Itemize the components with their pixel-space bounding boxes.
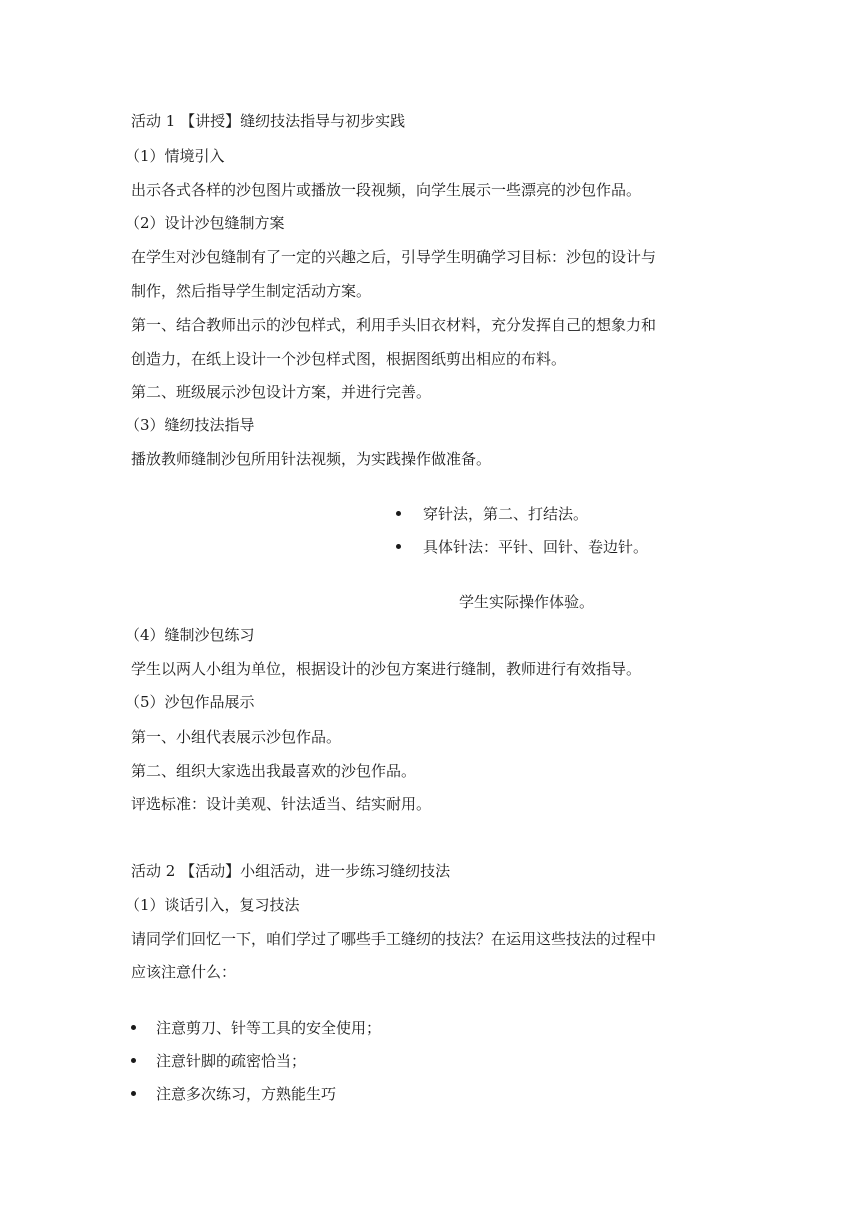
activity1-section2-step2: 第二、班级展示沙包设计方案，并进行完善。 [131,383,432,401]
activity1-section5-criteria: 评选标准：设计美观、针法适当、结实耐用。 [131,795,432,813]
activity1-section1-title: （1）情境引入 [125,147,225,165]
activity1-section2-step1-line2: 创造力，在纸上设计一个沙包样式图，根据图纸剪出相应的布料。 [131,350,567,368]
activity1-section5-step2: 第二、组织大家选出我最喜欢的沙包作品。 [131,762,417,780]
activity1-section5-title: （5）沙包作品展示 [125,693,255,711]
list-item-text: 注意针脚的疏密恰当； [156,1052,307,1070]
bullet-dot-icon [131,1025,136,1030]
activity1-section3-text: 播放教师缝制沙包所用针法视频，为实践操作做准备。 [131,450,492,468]
activity1-section3-practice: 学生实际操作体验。 [459,593,595,611]
list-item [396,537,649,557]
activity1-section2-text-line2: 制作，然后指导学生制定活动方案。 [131,282,372,300]
activity1-section4-text: 学生以两人小组为单位，根据设计的沙包方案进行缝制，教师进行有效指导。 [131,660,642,678]
activity1-section2-step1-line1: 第一、结合教师出示的沙包样式，利用手头旧衣材料，充分发挥自己的想象力和 [131,316,657,334]
activity1-section5-step1: 第一、小组代表展示沙包作品。 [131,728,342,746]
bullet-dot-icon [131,1091,136,1096]
activity1-heading: 活动 1 【讲授】缝纫技法指导与初步实践 [131,112,406,130]
activity2-section1-text-line2: 应该注意什么： [131,963,237,981]
activity2-section1-text-line1: 请同学们回忆一下，咱们学过了哪些手工缝纫的技法？在运用这些技法的过程中 [131,930,657,948]
list-item [396,504,589,524]
activity1-section2-title: （2）设计沙包缝制方案 [125,214,285,232]
list-item-text: 穿针法，第二、打结法。 [423,505,589,523]
bullet-dot-icon [131,1058,136,1063]
activity1-section3-title: （3）缝纫技法指导 [125,416,255,434]
bullet-dot-icon [396,544,401,549]
list-item [131,1051,307,1071]
list-item-text: 具体针法：平针、回针、卷边针。 [423,538,649,556]
list-item [131,1084,337,1104]
activity2-heading: 活动 2 【活动】小组活动，进一步练习缝纫技法 [131,862,451,880]
list-item [131,1018,382,1038]
activity2-section1-title: （1）谈话引入，复习技法 [125,896,300,914]
list-item-text: 注意剪刀、针等工具的安全使用； [156,1019,382,1037]
activity1-section2-text-line1: 在学生对沙包缝制有了一定的兴趣之后，引导学生明确学习目标：沙包的设计与 [131,248,657,266]
activity1-section1-text: 出示各式各样的沙包图片或播放一段视频，向学生展示一些漂亮的沙包作品。 [131,181,642,199]
list-item-text: 注意多次练习，方熟能生巧 [156,1085,337,1103]
activity1-section4-title: （4）缝制沙包练习 [125,626,255,644]
bullet-dot-icon [396,511,401,516]
